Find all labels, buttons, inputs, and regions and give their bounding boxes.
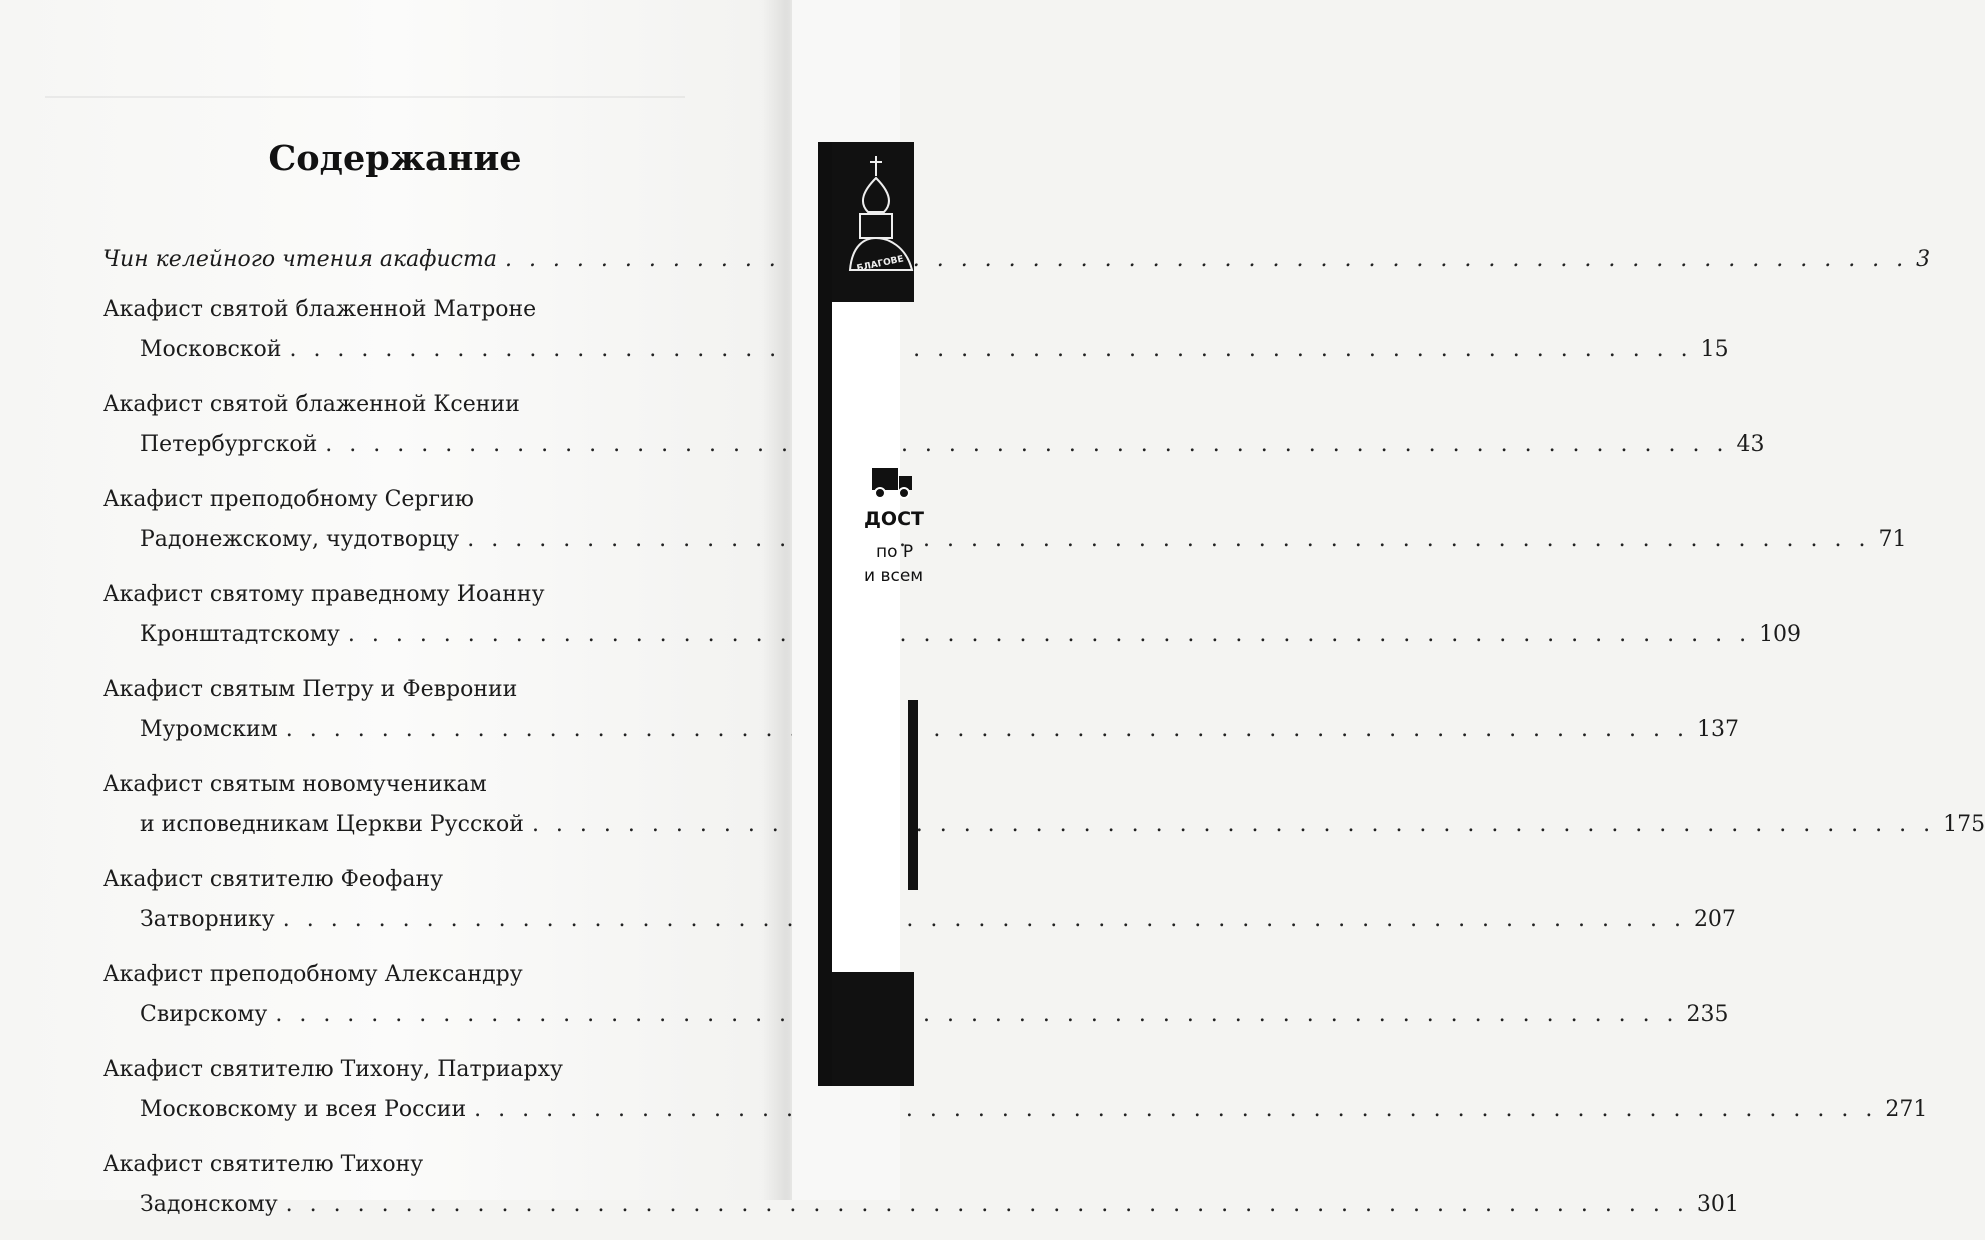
toc-entry[interactable]: [103, 860, 1736, 940]
toc-page-number: 175: [1943, 812, 1985, 837]
promo-footer-band: [832, 972, 914, 1086]
page-title: Содержание: [268, 138, 522, 179]
toc-entry-title-continued: Петербургской: [140, 432, 318, 457]
toc-entry-title-continued: Московскому и всея России: [140, 1097, 467, 1122]
dot-leader: [532, 805, 1935, 845]
toc-entry[interactable]: [103, 765, 1985, 845]
dot-leader: [286, 710, 1689, 750]
dot-leader: [275, 995, 1678, 1035]
toc-entry-title-continued: Московской: [140, 337, 282, 362]
promo-dark-block: [908, 700, 918, 890]
toc-entry[interactable]: [103, 385, 1765, 465]
toc-page-number: 301: [1696, 1192, 1739, 1217]
toc-entry-title-continued: Затворнику: [140, 907, 275, 932]
toc-page-number: 43: [1736, 432, 1765, 457]
dot-leader: [283, 900, 1686, 940]
bleed-through-header: [95, 62, 695, 88]
toc-entry-title: Акафист святителю Тихону: [103, 1152, 424, 1177]
dot-leader: [289, 330, 1692, 370]
toc-page-number: 271: [1885, 1097, 1928, 1122]
toc-entry-title: Акафист святителю Тихону, Патриарху: [103, 1057, 563, 1082]
toc-entry-title: Акафист святителю Феофану: [103, 867, 444, 892]
toc-entry[interactable]: [103, 670, 1739, 750]
toc-entry-title: Акафист святой блаженной Ксении: [103, 392, 520, 417]
toc-entry-title: Акафист преподобному Сергию: [103, 487, 474, 512]
promo-insert: [818, 142, 924, 1086]
toc-entry[interactable]: [103, 955, 1729, 1035]
toc-entry-title-continued: Задонскому: [140, 1192, 278, 1217]
toc-entry-title: Акафист святой блаженной Матроне: [103, 297, 537, 322]
toc-entry-title-continued: Муромским: [140, 717, 278, 742]
dot-leader: [286, 1185, 1689, 1225]
toc-entry-title: Акафист святому праведному Иоанну: [103, 582, 545, 607]
dot-leader: [467, 520, 1870, 560]
toc-entry-title-continued: Свирскому: [140, 1002, 268, 1027]
toc-page-number: 3: [1916, 247, 1931, 272]
dot-leader: [348, 615, 1751, 655]
toc-entry[interactable]: [103, 1145, 1739, 1225]
toc-page-number: 71: [1878, 527, 1907, 552]
dot-leader: [325, 425, 1728, 465]
toc-entry-title: Чин келейного чтения акафиста: [103, 247, 497, 272]
toc-entry-title-continued: Кронштадтскому: [140, 622, 340, 647]
promo-line-2: и всем: [864, 566, 924, 586]
bleed-through-rule: [45, 96, 685, 98]
promo-logo-area: [832, 142, 914, 302]
toc-page-number: 109: [1759, 622, 1802, 647]
dot-leader: [505, 240, 1908, 280]
truck-icon: [872, 464, 912, 500]
toc-entry[interactable]: [103, 290, 1729, 370]
toc-entry-title: Акафист святым Петру и Февронии: [103, 677, 518, 702]
church-dome-icon: [846, 150, 916, 282]
promo-line-1: по Р: [876, 542, 914, 562]
toc-page-number: 235: [1686, 1002, 1729, 1027]
toc-page-number: 137: [1696, 717, 1739, 742]
toc-entry-title: Акафист святым новомученикам: [103, 772, 487, 797]
toc-entry[interactable]: [103, 1050, 1928, 1130]
toc-page-number: 15: [1700, 337, 1729, 362]
toc-entry-title-continued: Радонежскому, чудотворцу: [140, 527, 460, 552]
promo-logo-text: БЛАГОВЕ: [855, 254, 905, 275]
toc-page-number: 207: [1693, 907, 1736, 932]
dot-leader: [474, 1090, 1877, 1130]
toc-entry-title-continued: и исповедникам Церкви Русской: [140, 812, 524, 837]
toc-entry-title: Акафист преподобному Александру: [103, 962, 523, 987]
promo-title: ДОСТ: [864, 508, 924, 530]
